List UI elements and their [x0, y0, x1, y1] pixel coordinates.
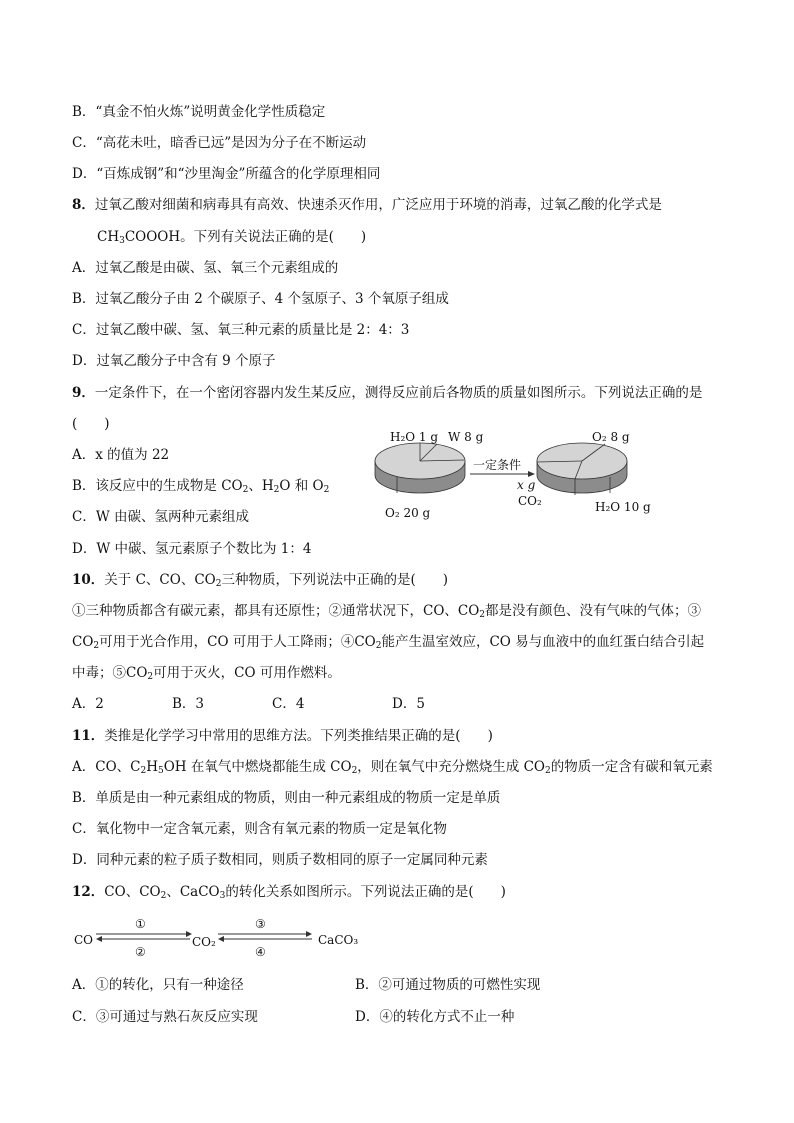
q11-stem-text: 类推是化学学习中常用的思维方法。下列类推结果正确的是( ) — [104, 728, 493, 744]
q8-stem-line2 — [97, 227, 366, 251]
q10-text: 可用于灭火，CO 可用作燃料。 — [153, 665, 341, 681]
q10-text: CO — [72, 634, 94, 650]
q9-stem-line2: ( ) — [72, 416, 110, 432]
q9-b-sub: 2 — [323, 485, 330, 495]
q11-a-sub: 2 — [545, 766, 551, 776]
q10-statement-line1 — [72, 601, 701, 625]
q9-b-part: B．该反应中的生成物是 CO — [72, 478, 243, 494]
q9-option-c: C．W 由碳、氢两种元素组成 — [72, 509, 249, 525]
q9-option-d: D．W 中碳、氢元素原子个数比为 1：4 — [72, 541, 312, 557]
q7-option-c: C．“高花未吐，暗香已远”是因为分子在不断运动 — [72, 135, 367, 151]
q10-sub: 2 — [375, 641, 382, 651]
reaction-arrow-head — [528, 471, 535, 477]
q10-stem — [72, 570, 448, 594]
q11-a-sub: 2 — [140, 766, 147, 776]
q8-stem-line1 — [72, 195, 662, 215]
q12-stem — [72, 882, 506, 906]
q12-stem-part: 的转化关系如图所示。下列说法正确的是( ) — [225, 884, 506, 900]
q12-stem-part: 、CaCO — [166, 884, 220, 900]
label-n2: ② — [135, 945, 146, 959]
label-caco3: CaCO₃ — [318, 933, 359, 947]
label-n3: ③ — [255, 917, 266, 931]
q8-option-b: B．过氧乙酸分子由 2 个碳原子、4 个氢原子、3 个氧原子组成 — [72, 291, 449, 307]
q8-option-d: D．过氧乙酸分子中含有 9 个原子 — [72, 353, 276, 369]
label-after-co2: CO₂ — [518, 494, 542, 508]
q12-stem-sub: 3 — [219, 891, 226, 901]
label-before-o2: O₂ 20 g — [385, 506, 431, 520]
q9-b-sub: 2 — [242, 485, 249, 495]
q9-stem-text: 一定条件下，在一个密闭容器内发生某反应，测得反应前后各物质的质量如图所示。下列说法正确的是 — [94, 385, 703, 401]
q10-option-c: C．4 — [272, 696, 305, 712]
label-n4: ④ — [255, 945, 266, 959]
label-condition: 一定条件 — [473, 458, 522, 472]
pie-before — [375, 443, 465, 493]
q10-option-a: A．2 — [72, 696, 104, 712]
arrow-3-head — [306, 931, 312, 937]
q8-formula-sub: 3 — [119, 236, 125, 246]
q12-number: 12． — [72, 884, 105, 900]
label-after-o2: O₂ 8 g — [592, 430, 630, 444]
q9-b-part: O 和 O — [279, 478, 324, 494]
q12-option-c: C．③可通过与熟石灰反应实现 — [72, 1009, 258, 1025]
q11-option-b: B．单质是由一种元素组成的物质，则由一种元素组成的物质一定是单质 — [72, 790, 501, 806]
q12-conversion-diagram — [72, 914, 372, 962]
q11-a-part: ，则在氧气中充分燃烧生成 CO — [357, 759, 545, 775]
arrow-4-head — [218, 936, 224, 942]
q10-statement-line2 — [72, 632, 704, 656]
q11-a-sub: 2 — [351, 766, 358, 776]
q11-option-a — [72, 757, 713, 781]
q11-a-part: OH 在氧气中燃烧都能生成 CO — [163, 759, 352, 775]
q10-sub: 2 — [93, 641, 100, 651]
q7-option-b: B．“真金不怕火炼”说明黄金化学性质稳定 — [72, 104, 326, 120]
q10-statement-line3 — [72, 663, 341, 687]
arrow-2-head — [96, 936, 102, 942]
q12-stem-sub: 2 — [160, 891, 167, 901]
q11-option-c: C．氧化物中一定含氧元素，则含有氧元素的物质一定是氧化物 — [72, 821, 447, 837]
pie-after — [537, 443, 627, 495]
label-after-x: x g — [517, 478, 536, 492]
q10-text: 中毒；⑤CO — [72, 665, 148, 681]
q9-b-sub: 2 — [273, 485, 280, 495]
q10-sub: 2 — [147, 672, 154, 682]
q10-number: 10． — [72, 572, 105, 588]
q12-option-b: B．②可通过物质的可燃性实现 — [355, 977, 541, 993]
q9-option-a: A．x 的值为 22 — [72, 447, 170, 463]
q10-sub: 2 — [479, 610, 486, 620]
q10-text: 可用于光合作用，CO 可用于人工降雨；④CO — [99, 634, 376, 650]
q8-option-a: A．过氧乙酸是由碳、氢、氧三个元素组成的 — [72, 260, 339, 276]
q11-number: 11． — [72, 728, 105, 744]
q9-stem-line1 — [72, 383, 702, 403]
q10-stem-part: 关于 C、CO、CO — [104, 572, 216, 588]
q10-text: 都是没有颜色、没有气味的气体；③ — [485, 603, 702, 619]
q9-number: 9． — [72, 385, 95, 401]
label-before-h2o: H₂O 1 g — [390, 430, 439, 444]
label-co2: CO₂ — [192, 935, 216, 949]
q12-option-a: A．①的转化，只有一种途径 — [72, 977, 244, 993]
q10-option-b: B．3 — [172, 696, 205, 712]
label-after-h2o: H₂O 10 g — [595, 500, 651, 514]
q9-b-part: 、H — [248, 478, 274, 494]
label-before-w: W 8 g — [448, 430, 484, 444]
q7-option-d: D．“百炼成钢”和“沙里淘金”所蕴含的化学原理相同 — [72, 166, 381, 182]
q10-stem-sub: 2 — [215, 579, 222, 589]
q8-number: 8． — [72, 197, 95, 213]
q11-a-part: A．CO、C — [72, 759, 141, 775]
q11-option-d: D．同种元素的粒子质子数相同，则质子数相同的原子一定属同种元素 — [72, 852, 488, 868]
q10-text: ①三种物质都含有碳元素，都具有还原性；②通常状况下，CO、CO — [72, 603, 480, 619]
q9-option-b — [72, 476, 329, 500]
q10-stem-part: 三种物质，下列说法中正确的是( ) — [221, 572, 448, 588]
q12-option-d: D．④的转化方式不止一种 — [355, 1009, 515, 1025]
q8-formula-part: CH — [97, 229, 120, 245]
q11-a-sub: 5 — [158, 766, 164, 776]
q11-stem — [72, 726, 493, 746]
q9-reaction-figure — [365, 425, 665, 525]
q10-text: 能产生温室效应，CO 易与血液中的血红蛋白结合引起 — [381, 634, 705, 650]
q11-a-part: 的物质一定含有碳和氧元素 — [550, 759, 713, 775]
q12-stem-part: CO、CO — [104, 884, 161, 900]
q8-stem-text: 过氧乙酸对细菌和病毒具有高效、快速杀灭作用，广泛应用于环境的消毒，过氧乙酸的化学式是 — [94, 197, 662, 213]
label-co: CO — [74, 933, 94, 947]
q11-a-part: H — [146, 759, 158, 775]
label-n1: ① — [135, 917, 146, 931]
q10-option-d: D．5 — [392, 696, 425, 712]
q8-formula-rest: COOOH。下列有关说法正确的是( ) — [124, 229, 367, 245]
q8-option-c: C．过氧乙酸中碳、氢、氧三种元素的质量比是 2：4：3 — [72, 322, 410, 338]
